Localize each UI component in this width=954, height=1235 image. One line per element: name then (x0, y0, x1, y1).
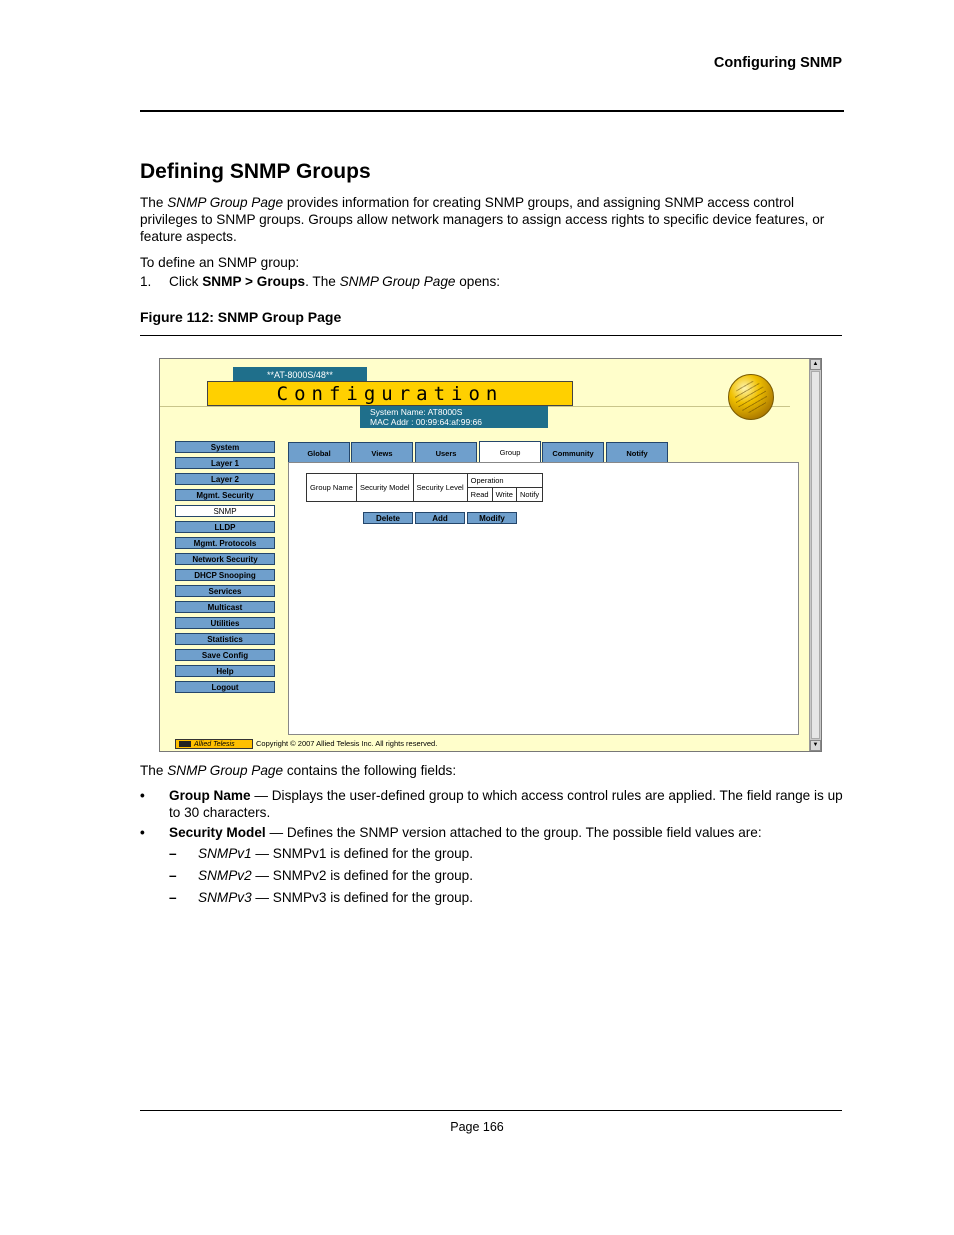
field-group-name: • Group Name — Displays the user-defined group to which access control rules are applied. The field range is up to 30 characters. (140, 788, 843, 820)
tab-community[interactable]: Community (542, 442, 604, 463)
nav-multicast[interactable]: Multicast (175, 601, 275, 613)
dash-icon: – (169, 846, 177, 861)
modify-button[interactable]: Modify (467, 512, 517, 524)
bullet-icon: • (140, 788, 145, 803)
tab-group[interactable]: Group (479, 441, 541, 464)
sidebar-nav (175, 441, 275, 697)
col-security-level: Security Level (413, 474, 467, 502)
nav-layer-1[interactable]: Layer 1 (175, 457, 275, 469)
nav-system[interactable]: System (175, 441, 275, 453)
footer-rule (140, 1110, 842, 1111)
dash-icon: – (169, 890, 177, 905)
nav-lldp[interactable]: LLDP (175, 521, 275, 533)
nav-services[interactable]: Services (175, 585, 275, 597)
col-group-name: Group Name (307, 474, 357, 502)
mac-address: MAC Addr : 00:99:64:af:99:66 (370, 417, 482, 427)
value-snmpv2: – SNMPv2 — SNMPv2 is defined for the group. (169, 868, 474, 883)
bullet-icon: • (140, 825, 145, 840)
header-rule (140, 110, 844, 112)
vertical-scrollbar[interactable] (809, 359, 821, 751)
system-name: System Name: AT8000S (370, 407, 463, 417)
running-header: Configuring SNMP (713, 55, 842, 71)
figure-caption: Figure 112: SNMP Group Page (140, 309, 342, 325)
screenshot-footer (175, 738, 575, 750)
nav-network-security[interactable]: Network Security (175, 553, 275, 565)
nav-save-config[interactable]: Save Config (175, 649, 275, 661)
system-info-bar (360, 406, 548, 428)
step-1: 1. Click SNMP > Groups. The SNMP Group Page opens: (140, 274, 501, 289)
table-header-row (307, 474, 543, 488)
add-button[interactable]: Add (415, 512, 465, 524)
procedure-intro: To define an SNMP group: (140, 255, 300, 270)
scroll-down-arrow-icon[interactable]: ▼ (810, 740, 821, 751)
page-number: Page 166 (450, 1120, 504, 1134)
col-security-model: Security Model (356, 474, 413, 502)
col-operation: Operation (467, 474, 542, 488)
group-table (306, 473, 543, 502)
field-security-model: • Security Model — Defines the SNMP version attached to the group. The possible field values are: (140, 825, 762, 840)
nav-statistics[interactable]: Statistics (175, 633, 275, 645)
tab-users[interactable]: Users (415, 442, 477, 463)
col-read: Read (467, 488, 492, 502)
delete-button[interactable]: Delete (363, 512, 413, 524)
fields-intro: The SNMP Group Page contains the following fields: (140, 763, 457, 778)
nav-utilities[interactable]: Utilities (175, 617, 275, 629)
tab-global[interactable]: Global (288, 442, 350, 463)
configuration-banner: Configuration (207, 381, 573, 406)
col-write: Write (492, 488, 516, 502)
allied-telesis-logo: Allied Telesis (175, 739, 253, 749)
col-notify: Notify (516, 488, 542, 502)
globe-logo-icon (728, 374, 774, 420)
dash-icon: – (169, 868, 177, 883)
tab-views[interactable]: Views (351, 442, 413, 463)
nav-dhcp-snooping[interactable]: DHCP Snooping (175, 569, 275, 581)
copyright-text: Copyright © 2007 Allied Telesis Inc. All rights reserved. (256, 739, 438, 748)
figure-rule (140, 335, 842, 336)
nav-mgmt-protocols[interactable]: Mgmt. Protocols (175, 537, 275, 549)
value-snmpv3: – SNMPv3 — SNMPv3 is defined for the group. (169, 890, 474, 905)
device-model-label: **AT-8000S/48** (233, 367, 367, 383)
scroll-thumb[interactable] (811, 371, 820, 739)
nav-logout[interactable]: Logout (175, 681, 275, 693)
nav-mgmt-security[interactable]: Mgmt. Security (175, 489, 275, 501)
section-title: Defining SNMP Groups (140, 160, 371, 183)
value-snmpv1: – SNMPv1 — SNMPv1 is defined for the group. (169, 846, 474, 861)
group-panel (288, 462, 799, 735)
nav-help[interactable]: Help (175, 665, 275, 677)
scroll-up-arrow-icon[interactable]: ▲ (810, 359, 821, 370)
nav-layer-2[interactable]: Layer 2 (175, 473, 275, 485)
nav-snmp[interactable]: SNMP (175, 505, 275, 517)
tab-notify[interactable]: Notify (606, 442, 668, 463)
intro-paragraph: The SNMP Group Page provides information for creating SNMP groups, and assigning SNMP access control privileges to SNMP groups. Groups allow network managers to assign access rights to specific device features, or feature aspects. (140, 195, 825, 244)
snmp-group-page-screenshot (159, 358, 822, 752)
